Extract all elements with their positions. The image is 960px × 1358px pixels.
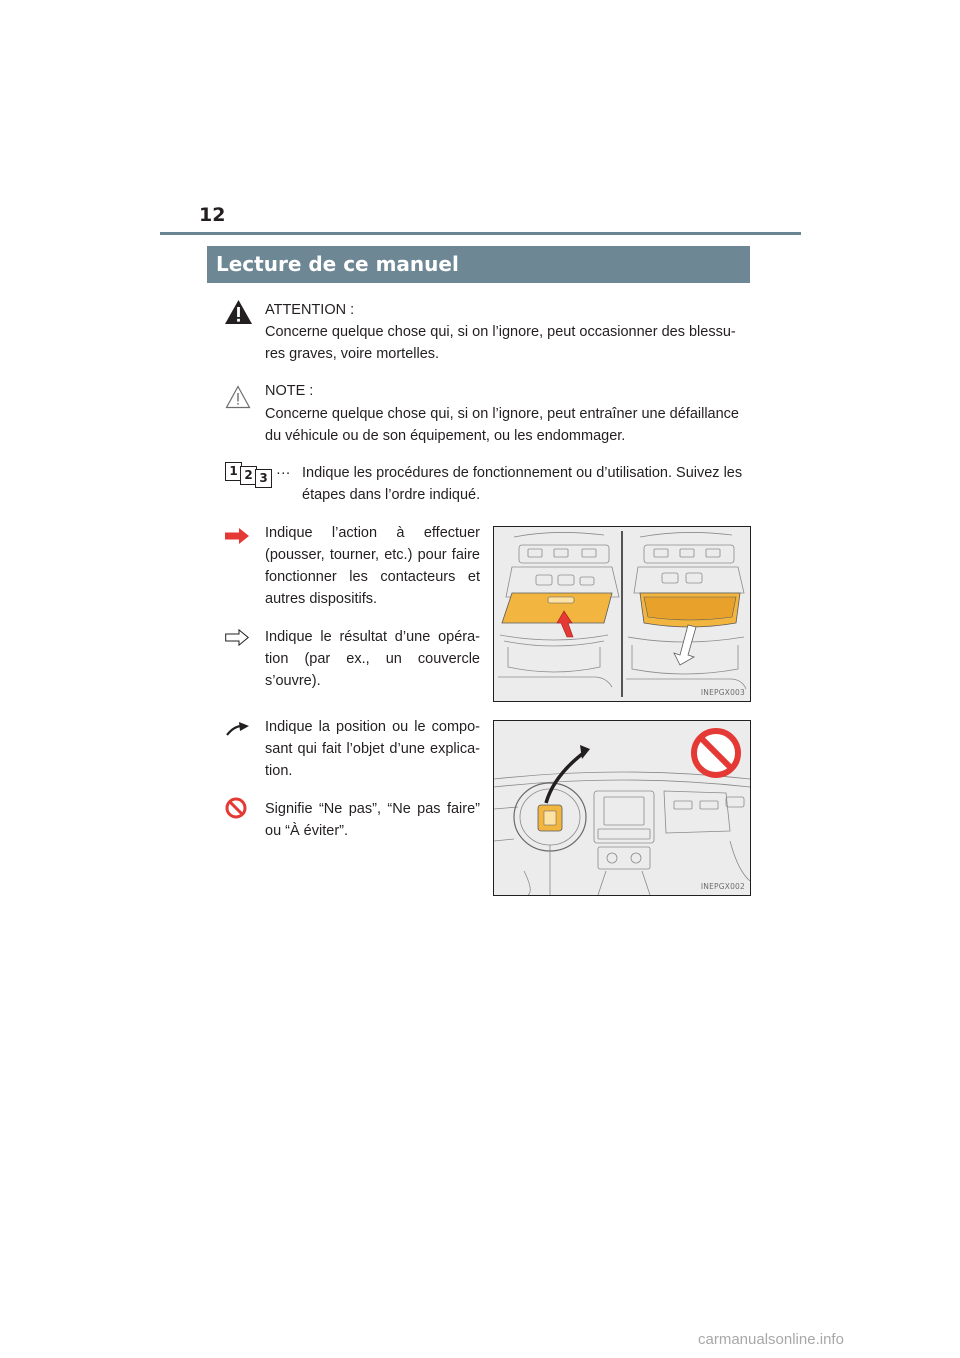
prohibition-sign-icon [225, 797, 247, 819]
overhead-console-illustration [493, 526, 751, 702]
curved-arrow-icon [226, 722, 250, 736]
note-heading: NOTE : [265, 383, 314, 399]
steps-line-2: étapes dans l’ordre indiqué. [302, 487, 481, 503]
steps-line-1: Indique les procédures de fonctionnement ou d’utilisation. Suivez les [302, 465, 743, 481]
outline-arrow-icon [225, 629, 249, 646]
attention-line-1: Concerne quelque chose qui, si on l’ignore, peut occasionner des blessu- [265, 324, 736, 340]
step-number-1: 1 [225, 462, 242, 481]
step-number-2: 2 [240, 466, 257, 485]
watermark: carmanualsonline.info [698, 1331, 844, 1348]
filled-red-arrow-icon [225, 528, 249, 544]
prohibited-description: Signifie “Ne pas”, “Ne pas faire” ou “À éviter”. [265, 801, 480, 839]
result-description: Indique le résultat d’une opéra-tion (par ex., un couvercle s’ouvre). [265, 629, 480, 689]
dashboard-drawing [494, 721, 750, 895]
attention-heading: ATTENTION : [265, 302, 355, 318]
dashboard-illustration [493, 720, 751, 896]
step-number-3: 3 [255, 469, 272, 488]
steps-dots: ··· [276, 465, 291, 481]
overhead-console-drawing [494, 527, 750, 701]
warning-triangle-filled-icon [224, 299, 253, 325]
top-rule [160, 232, 801, 235]
note-line-1: Concerne quelque chose qui, si on l’ignore, peut entraîner une défaillance [265, 406, 739, 422]
figure-code-dashboard: INEPGX002 [700, 882, 745, 891]
figure-code-overhead: INEPGX003 [700, 688, 745, 697]
attention-line-2: res graves, voire mortelles. [265, 346, 440, 362]
action-description: Indique l’action à effectuer (pousser, tourner, etc.) pour faire fonctionner les contacteurs et autres dispositifs. [265, 525, 480, 607]
section-title: Lecture de ce manuel [216, 252, 459, 276]
note-line-2: du véhicule ou de son équipement, ou les endommager. [265, 428, 626, 444]
section-header [207, 246, 750, 283]
position-description: Indique la position ou le compo-sant qui fait l’objet d’une explica-tion. [265, 719, 480, 779]
warning-triangle-outline-icon [225, 385, 251, 409]
page-number: 12 [199, 204, 226, 226]
